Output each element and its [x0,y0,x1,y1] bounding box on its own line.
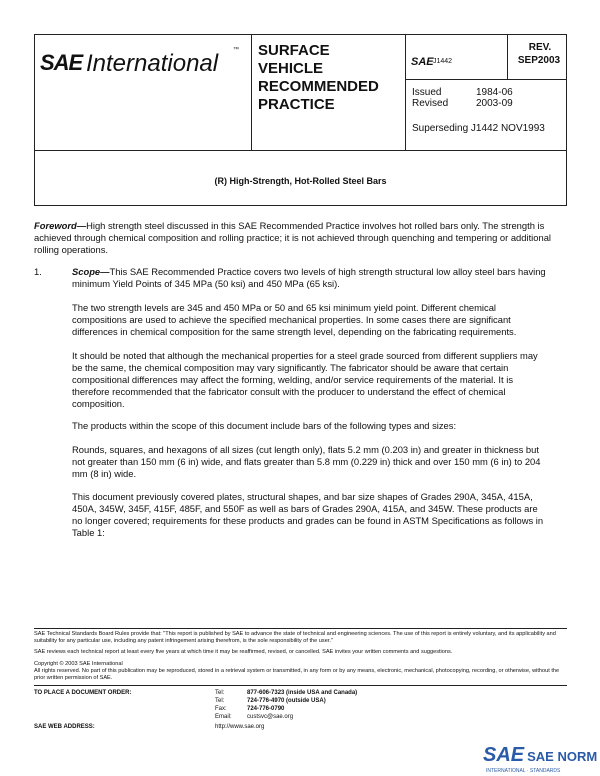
divider [34,150,567,151]
fax-value: 724-776-0790 [247,706,285,712]
copyright: Copyright © 2003 SAE International [34,661,123,667]
section-number: 1. [34,266,42,277]
tel-inside-value: 877-606-7323 (inside USA and Canada) [247,690,358,696]
rev-value: SEP2003 [517,55,561,66]
category-line: SURFACE [258,42,330,59]
footer-divider [34,685,567,686]
tel-outside-value: 724-776-4970 (outside USA) [247,698,326,704]
sae-norm-watermark [483,744,597,767]
superseding-note: Superseding J1442 NOV1993 [412,123,545,134]
tel-label: Tel: [215,690,225,696]
foreword-text: High strength steel discussed in this SAE Recommended Practice involves hot rolled bars only. The strength is achieved through chemical composition and rolling practice; it is not achieved through quenching and tempering or additional rolling operations. [34,220,551,255]
watermark-subtext: INTERNATIONAL · STANDARDS [486,768,561,774]
divider [251,34,252,151]
foreword-label: Foreword— [34,220,87,231]
sae-logo: SAE [40,50,83,75]
sae-rules-note: SAE Technical Standards Board Rules provide that: "This report is published by SAE to advance the state of technical and engineering sciences. The use of this report is entirely voluntary, and its applicability and suitability for any particular use, including any patent infringement arising therefrom, is the sole responsibility of the user." [34,631,556,645]
divider [405,79,567,80]
web-label: SAE WEB ADDRESS: [34,724,95,730]
fax-label: Fax: [215,706,227,712]
order-label: TO PLACE A DOCUMENT ORDER: [34,690,132,696]
paragraph: Rounds, squares, and hexagons of all sizes (cut length only), flats 5.2 mm (0.203 in) and greater in thickness but not greater than 150 mm (6 in) wide, and flats greater than 5.8 mm (0.229 in) thick and over 150 mm (6 in) to 204 mm (8 in) wide. [72,444,541,479]
revised-label: Revised [412,98,449,109]
scope-text: This SAE Recommended Practice covers two levels of high strength structural low alloy steel bars having minimum Yield Points of 345 MPa (50 ksi) and 450 MPa (65 ksi). [72,266,546,289]
paragraph: The products within the scope of this document include bars of the following types and sizes: [72,420,457,431]
document-category [258,42,379,114]
scope-label: Scope— [72,266,110,277]
paragraph: This document previously covered plates, structural shapes, and bar size shapes of Grades 290A, 345A, 415A, 450A, 345W, 345F, 415F, 485F, and 550F as well as bars of Grades 290A, 415A, and 345W. These products are no longer covered; requirements for these products and grades can be found in ASTM Specifications as follows in Table 1: [72,491,544,538]
review-note: SAE reviews each technical report at least every five years at which time it may be reaffirmed, revised, or cancelled. SAE invites your written comments and suggestions. [34,649,453,655]
email-label: Email: [215,714,232,720]
category-line: VEHICLE [258,60,324,77]
document-title: (R) High-Strength, Hot-Rolled Steel Bars [214,176,387,186]
revised-value: 2003-09 [476,98,513,109]
divider [405,34,406,151]
paragraph: The two strength levels are 345 and 450 MPa or 50 and 65 ksi minimum yield point. Different chemical compositions are used to achieve the specified mechanical properties. In some cases there are significant differences in chemical composition for the same strength level, depending on the fabricating requirements. [72,302,517,337]
doc-sae-mark: SAE [411,56,434,68]
web-link[interactable]: http://www.sae.org [215,724,265,730]
trademark-mark: ™ [233,47,239,53]
footer-divider [34,628,567,629]
category-line: RECOMMENDED [258,78,379,95]
watermark-logo: SAE [483,744,525,766]
email-link[interactable]: custsvc@sae.org [247,714,294,720]
rights-note: All rights reserved. No part of this publication may be reproduced, stored in a retrieval system or transmitted, in any form or by any means, electronic, mechanical, photocopying, recording, or otherwise, without the prior written permission of SAE. [34,668,560,682]
rev-label: REV. [528,42,552,53]
international-logo-text: International [86,50,219,77]
watermark-text: SAE NORM [527,749,598,764]
foreword [34,220,567,256]
category-line: PRACTICE [258,96,335,113]
issued-value: 1984-06 [476,87,513,98]
doc-number: J1442 [433,58,453,65]
paragraph: It should be noted that although the mechanical properties for a steel grade sourced from different suppliers may be the same, the chemical composition may vary significantly. The fabricator should be aware that certain compositional differences may affect the forming, welding, and/or service requirements of the material. It is therefore recommended that the fabricator consult with the producer to understand the effect of chemical composition. [72,350,538,409]
divider [507,34,508,79]
tel-label: Tel: [215,698,225,704]
issued-label: Issued [412,87,442,98]
section-scope [72,266,546,290]
